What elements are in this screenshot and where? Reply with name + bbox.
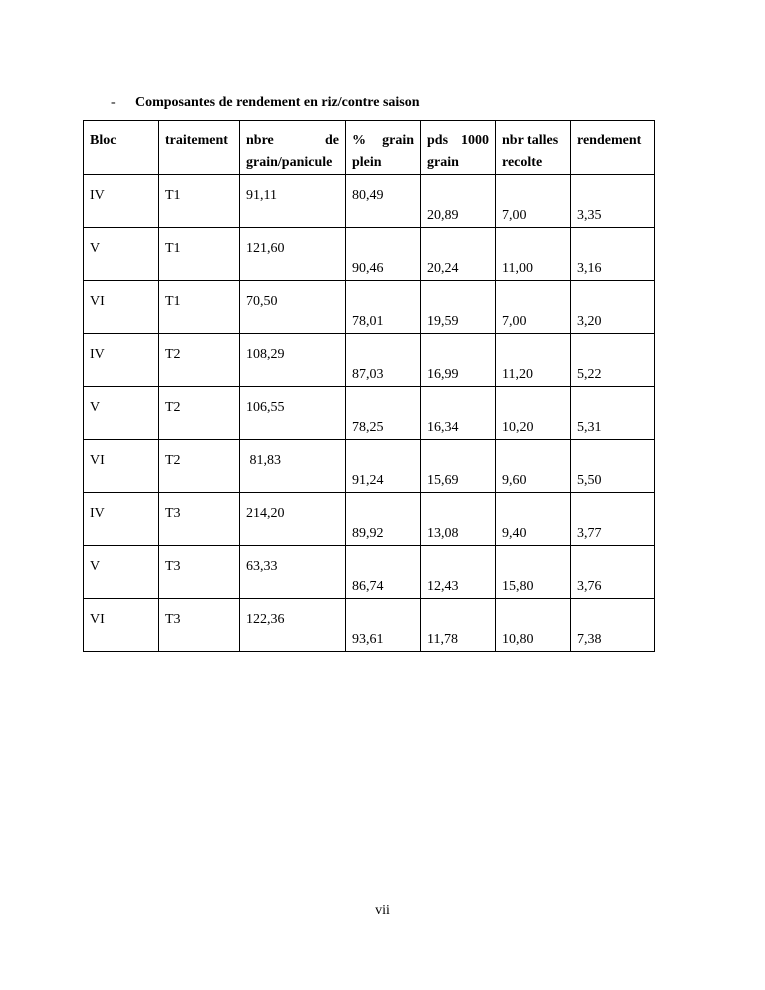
pct-full-grain-cell: 86,74 [346,546,421,599]
rendement-cell: 3,77 [571,493,655,546]
table-row [84,493,655,546]
grains-per-panicle-cell: 214,20 [240,493,346,546]
traitement-cell: T2 [159,334,240,387]
table-row [84,281,655,334]
header-traitement: traitement [159,121,240,175]
tillers-cell: 7,00 [496,281,571,334]
bloc-cell: VI [84,281,159,334]
traitement-cell: T2 [159,440,240,493]
grains-per-panicle-cell: 106,55 [240,387,346,440]
yield-components-table [83,120,655,652]
table-header-row [84,121,655,175]
grain-weight-cell: 20,24 [421,228,496,281]
rendement-cell: 3,76 [571,546,655,599]
header-rendement: rendement [571,121,655,175]
bloc-cell: V [84,228,159,281]
rendement-cell: 5,22 [571,334,655,387]
grains-per-panicle-cell: 122,36 [240,599,346,652]
section-title: Composantes de rendement en riz/contre saison [135,95,420,110]
bloc-cell: VI [84,440,159,493]
pct-full-grain-cell: 87,03 [346,334,421,387]
bloc-cell: VI [84,599,159,652]
traitement-cell: T1 [159,175,240,228]
tillers-cell: 7,00 [496,175,571,228]
traitement-cell: T3 [159,546,240,599]
bloc-cell: V [84,546,159,599]
table-row [84,334,655,387]
rendement-cell: 5,31 [571,387,655,440]
grains-per-panicle-cell: 70,50 [240,281,346,334]
grain-weight-cell: 15,69 [421,440,496,493]
table-row [84,546,655,599]
section-heading [111,94,420,112]
header-1000-grain-weight: pds 1000 grain [421,121,496,175]
header-grains-per-panicle: nbre de grain/panicule [240,121,346,175]
page-number: vii [375,903,390,918]
pct-full-grain-cell: 89,92 [346,493,421,546]
grains-per-panicle-cell: 121,60 [240,228,346,281]
bullet-dash: - [111,95,116,110]
grain-weight-cell: 16,34 [421,387,496,440]
header-tillers-harvested: nbr talles recolte [496,121,571,175]
tillers-cell: 11,20 [496,334,571,387]
table-row [84,440,655,493]
tillers-cell: 9,40 [496,493,571,546]
bloc-cell: IV [84,334,159,387]
grains-per-panicle-cell: 91,11 [240,175,346,228]
bloc-cell: IV [84,175,159,228]
rendement-cell: 3,16 [571,228,655,281]
tillers-cell: 15,80 [496,546,571,599]
grain-weight-cell: 13,08 [421,493,496,546]
tillers-cell: 9,60 [496,440,571,493]
traitement-cell: T3 [159,599,240,652]
grains-per-panicle-cell: 81,83 [240,440,346,493]
header-bloc: Bloc [84,121,159,175]
bloc-cell: IV [84,493,159,546]
table-row [84,175,655,228]
bloc-cell: V [84,387,159,440]
table-row [84,387,655,440]
pct-full-grain-cell: 93,61 [346,599,421,652]
grain-weight-cell: 20,89 [421,175,496,228]
tillers-cell: 10,20 [496,387,571,440]
rendement-cell: 3,35 [571,175,655,228]
tillers-cell: 11,00 [496,228,571,281]
grain-weight-cell: 16,99 [421,334,496,387]
tillers-cell: 10,80 [496,599,571,652]
traitement-cell: T3 [159,493,240,546]
grain-weight-cell: 19,59 [421,281,496,334]
grain-weight-cell: 12,43 [421,546,496,599]
rendement-cell: 5,50 [571,440,655,493]
pct-full-grain-cell: 78,25 [346,387,421,440]
pct-full-grain-cell: 80,49 [346,175,421,228]
table-row [84,228,655,281]
header-pct-full-grain: % grain plein [346,121,421,175]
grain-weight-cell: 11,78 [421,599,496,652]
table-row [84,599,655,652]
rendement-cell: 7,38 [571,599,655,652]
traitement-cell: T1 [159,228,240,281]
pct-full-grain-cell: 90,46 [346,228,421,281]
grains-per-panicle-cell: 108,29 [240,334,346,387]
traitement-cell: T2 [159,387,240,440]
pct-full-grain-cell: 91,24 [346,440,421,493]
rendement-cell: 3,20 [571,281,655,334]
traitement-cell: T1 [159,281,240,334]
grains-per-panicle-cell: 63,33 [240,546,346,599]
pct-full-grain-cell: 78,01 [346,281,421,334]
